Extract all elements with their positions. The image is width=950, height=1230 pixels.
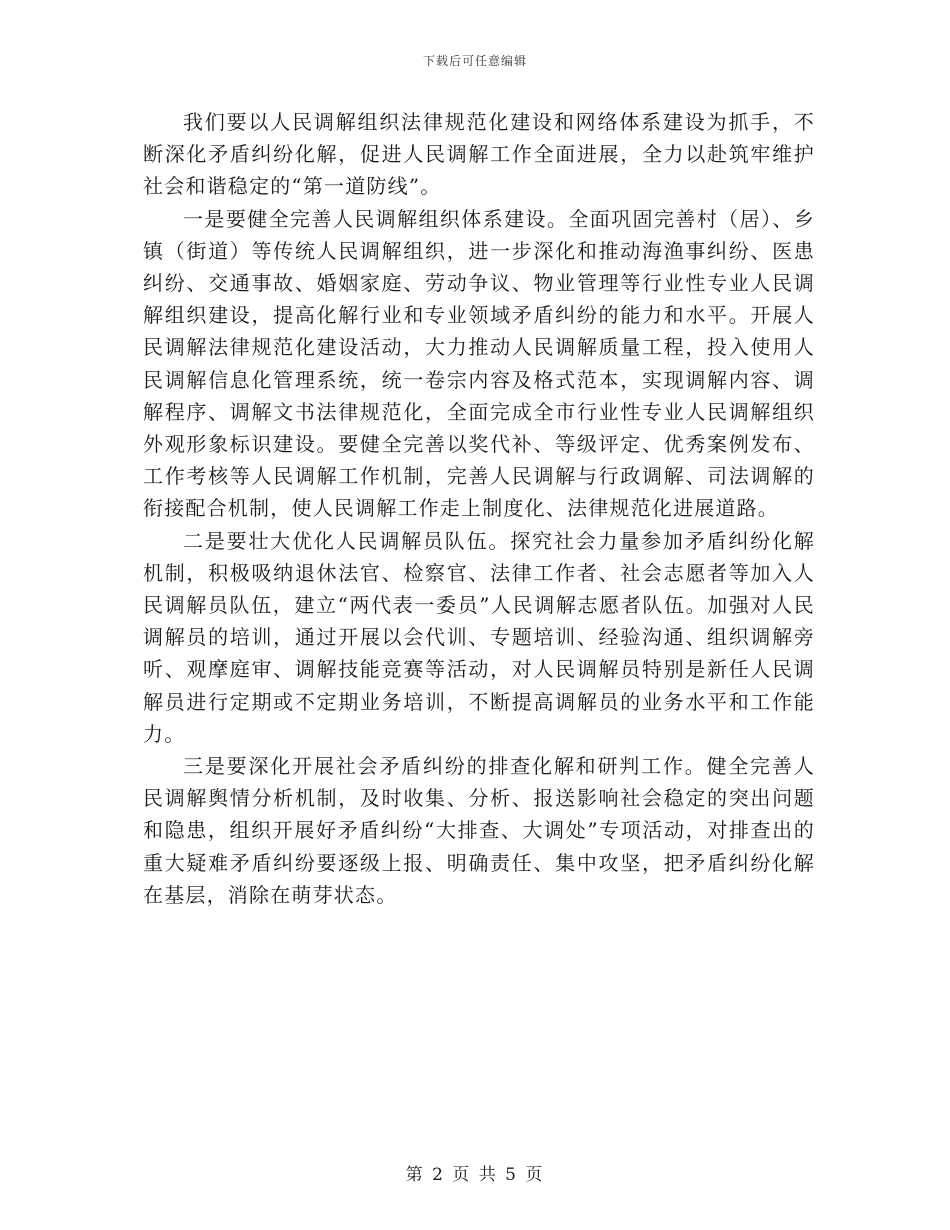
paragraph-point-two: 二是要壮大优化人民调解员队伍。探究社会力量参加矛盾纠纷化解机制，积极吸纳退休法官、检察官、法律工作者、社会志愿者等加入人民调解员队伍，建立“两代表一委员”人民调解志愿者队伍。加强对人民调解员的培训，通过开展以会代训、专题培训、经验沟通、组织调解旁听、观摩庭审、调解技能竞赛等活动，对人民调解员特别是新任人民调解员进行定期或不定期业务培训，不断提高调解员的业务水平和工作能力。 — [143, 528, 815, 746]
paragraph-point-one: 一是要健全完善人民调解组织体系建设。全面巩固完善村（居）、乡镇（街道）等传统人民调解组织，进一步深化和推动海渔事纠纷、医患纠纷、交通事故、婚姻家庭、劳动争议、物业管理等行业性专业人民调解组织建设，提高化解行业和专业领域矛盾纠纷的能力和水平。开展人民调解法律规范化建设活动，大力推动人民调解质量工程，投入使用人民调解信息化管理系统，统一卷宗内容及格式范本，实现调解内容、调解程序、调解文书法律规范化，全面完成全市行业性专业人民调解组织外观形象标识建设。要健全完善以奖代补、等级评定、优秀案例发布、工作考核等人民调解工作机制，完善人民调解与行政调解、司法调解的衔接配合机制，使人民调解工作走上制度化、法律规范化进展道路。 — [143, 206, 815, 521]
page-header: 下载后可任意编辑 — [422, 54, 527, 68]
paragraph-point-three: 三是要深化开展社会矛盾纠纷的排查化解和研判工作。健全完善人民调解舆情分析机制，及时收集、分析、报送影响社会稳定的突出问题和隐患，组织开展好矛盾纠纷“大排查、大调处”专项活动，对排查出的重大疑难矛盾纠纷要逐级上报、明确责任、集中攻坚，把矛盾纠纷化解在基层，消除在萌芽状态。 — [143, 754, 815, 907]
paragraph-intro: 我们要以人民调解组织法律规范化建设和网络体系建设为抓手，不断深化矛盾纠纷化解，促进人民调解工作全面进展，全力以赴筑牢维护社会和谐稳定的“第一道防线”。 — [143, 110, 815, 199]
document-body — [143, 106, 815, 911]
page-footer: 第 2 页 共 5 页 — [405, 1165, 545, 1185]
